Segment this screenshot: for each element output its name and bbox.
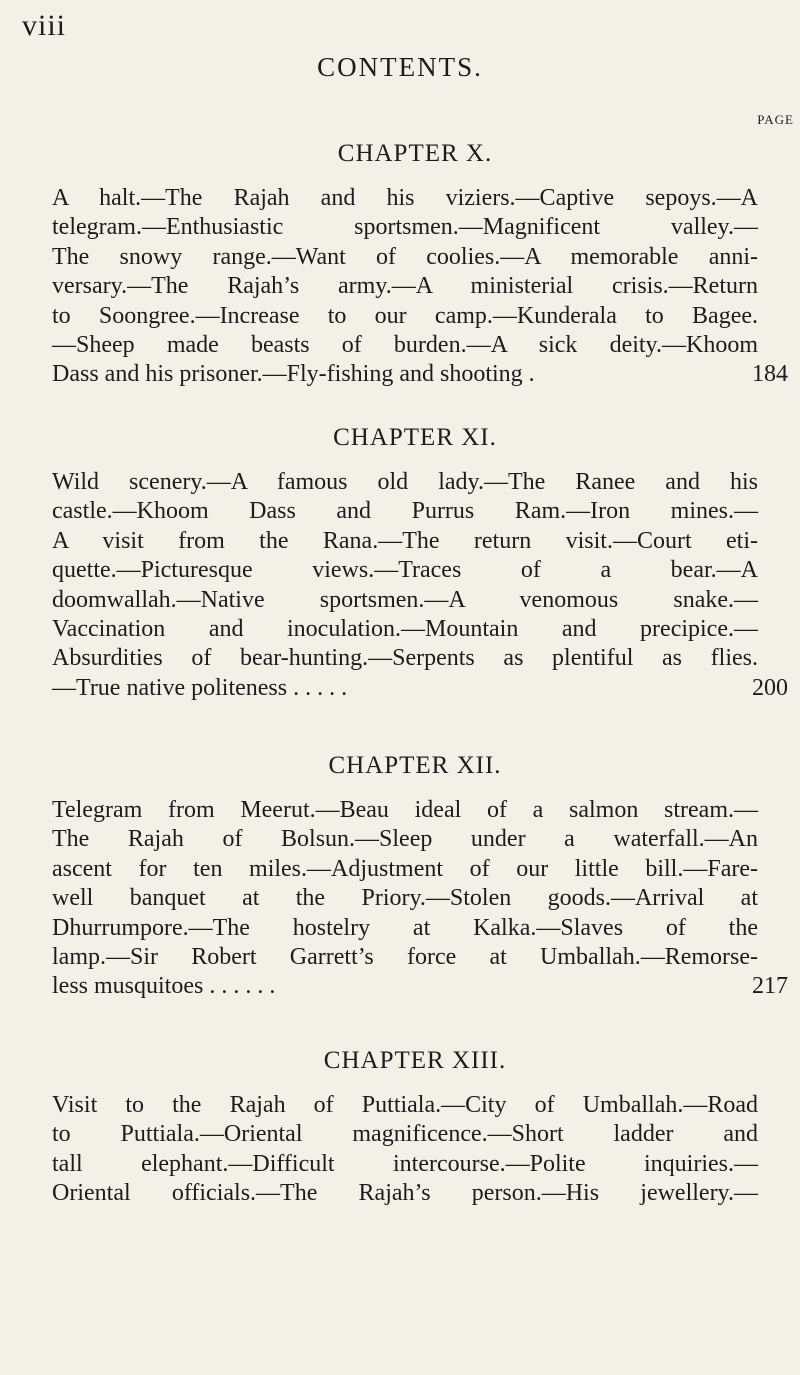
- chapter-summary: [52, 796, 788, 1002]
- chapter-summary: [52, 184, 788, 390]
- page-number: viii: [22, 9, 67, 42]
- running-head: CONTENTS.: [317, 52, 483, 82]
- chapter-title: CHAPTER X.: [337, 140, 493, 167]
- summary-line: Telegram from Meerut.—Beau ideal of a salmon stream.—: [52, 797, 758, 823]
- summary-line: The Rajah of Bolsun.—Sleep under a waterfall.—An: [52, 826, 758, 853]
- summary-line: tall elephant.—Difficult intercourse.—Polite inquiries.—: [52, 1150, 758, 1177]
- summary-line: Absurdities of bear-hunting.—Serpents as plentiful as flies.: [52, 645, 758, 672]
- summary-line: well banquet at the Priory.—Stolen goods.—Arrival at: [52, 885, 758, 912]
- chapter-xiii-entry: [52, 1045, 758, 1209]
- chapter-page-number: 200: [752, 674, 788, 701]
- summary-line: Wild scenery.—A famous old lady.—The Ranee and his: [52, 469, 758, 495]
- chapter-title: CHAPTER XIII.: [323, 1047, 507, 1074]
- chapter-summary: [52, 468, 788, 703]
- summary-line: The snowy range.—Want of coolies.—A memorable anni-: [52, 243, 758, 270]
- chapter-xi-entry: [52, 422, 788, 703]
- chapter-page-number: 217: [752, 973, 788, 1000]
- summary-line: ascent for ten miles.—Adjustment of our little bill.—Fare-: [52, 855, 758, 882]
- summary-line-last: [52, 674, 788, 703]
- summary-line: Vaccination and inoculation.—Mountain and precipice.—: [52, 616, 758, 643]
- summary-line-last: [52, 972, 788, 1001]
- summary-line: telegram.—Enthusiastic sportsmen.—Magnificent valley.—: [52, 214, 758, 241]
- chapter-x-entry: [52, 138, 788, 390]
- summary-line: to Puttiala.—Oriental magnificence.—Short ladder and: [52, 1121, 758, 1148]
- summary-line-last: [52, 360, 788, 389]
- chapter-page-number: 184: [752, 361, 788, 388]
- summary-line: A visit from the Rana.—The return visit.—Court eti-: [52, 527, 758, 554]
- summary-line: versary.—The Rajah’s army.—A ministerial crisis.—Return: [52, 273, 758, 300]
- summary-line: Visit to the Rajah of Puttiala.—City of Umballah.—Road: [52, 1092, 758, 1118]
- summary-line: —Sheep made beasts of burden.—A sick deity.—Khoom: [52, 332, 758, 359]
- summary-line-text: less musquitoes . . . . . .: [52, 973, 276, 1000]
- summary-line: lamp.—Sir Robert Garrett’s force at Umballah.—Remorse-: [52, 944, 758, 971]
- chapter-summary: [52, 1091, 758, 1209]
- summary-line: Dhurrumpore.—The hostelry at Kalka.—Slaves of the: [52, 914, 758, 941]
- chapter-xii-entry: [52, 750, 788, 1002]
- summary-line: to Soongree.—Increase to our camp.—Kunderala to Bagee.: [52, 302, 758, 329]
- summary-line: quette.—Picturesque views.—Traces of a bear.—A: [52, 557, 758, 584]
- chapter-title: CHAPTER XI.: [333, 424, 497, 451]
- summary-line-text: Dass and his prisoner.—Fly-fishing and shooting .: [52, 361, 535, 388]
- summary-line: Oriental officials.—The Rajah’s person.—His jewellery.—: [52, 1180, 758, 1207]
- summary-line: doomwallah.—Native sportsmen.—A venomous snake.—: [52, 586, 758, 613]
- page-column-label: PAGE: [757, 112, 794, 127]
- summary-line: A halt.—The Rajah and his viziers.—Captive sepoys.—A: [52, 185, 758, 211]
- summary-line: castle.—Khoom Dass and Purrus Ram.—Iron mines.—: [52, 498, 758, 525]
- summary-line-text: —True native politeness . . . . .: [52, 674, 348, 701]
- chapter-title: CHAPTER XII.: [328, 752, 502, 779]
